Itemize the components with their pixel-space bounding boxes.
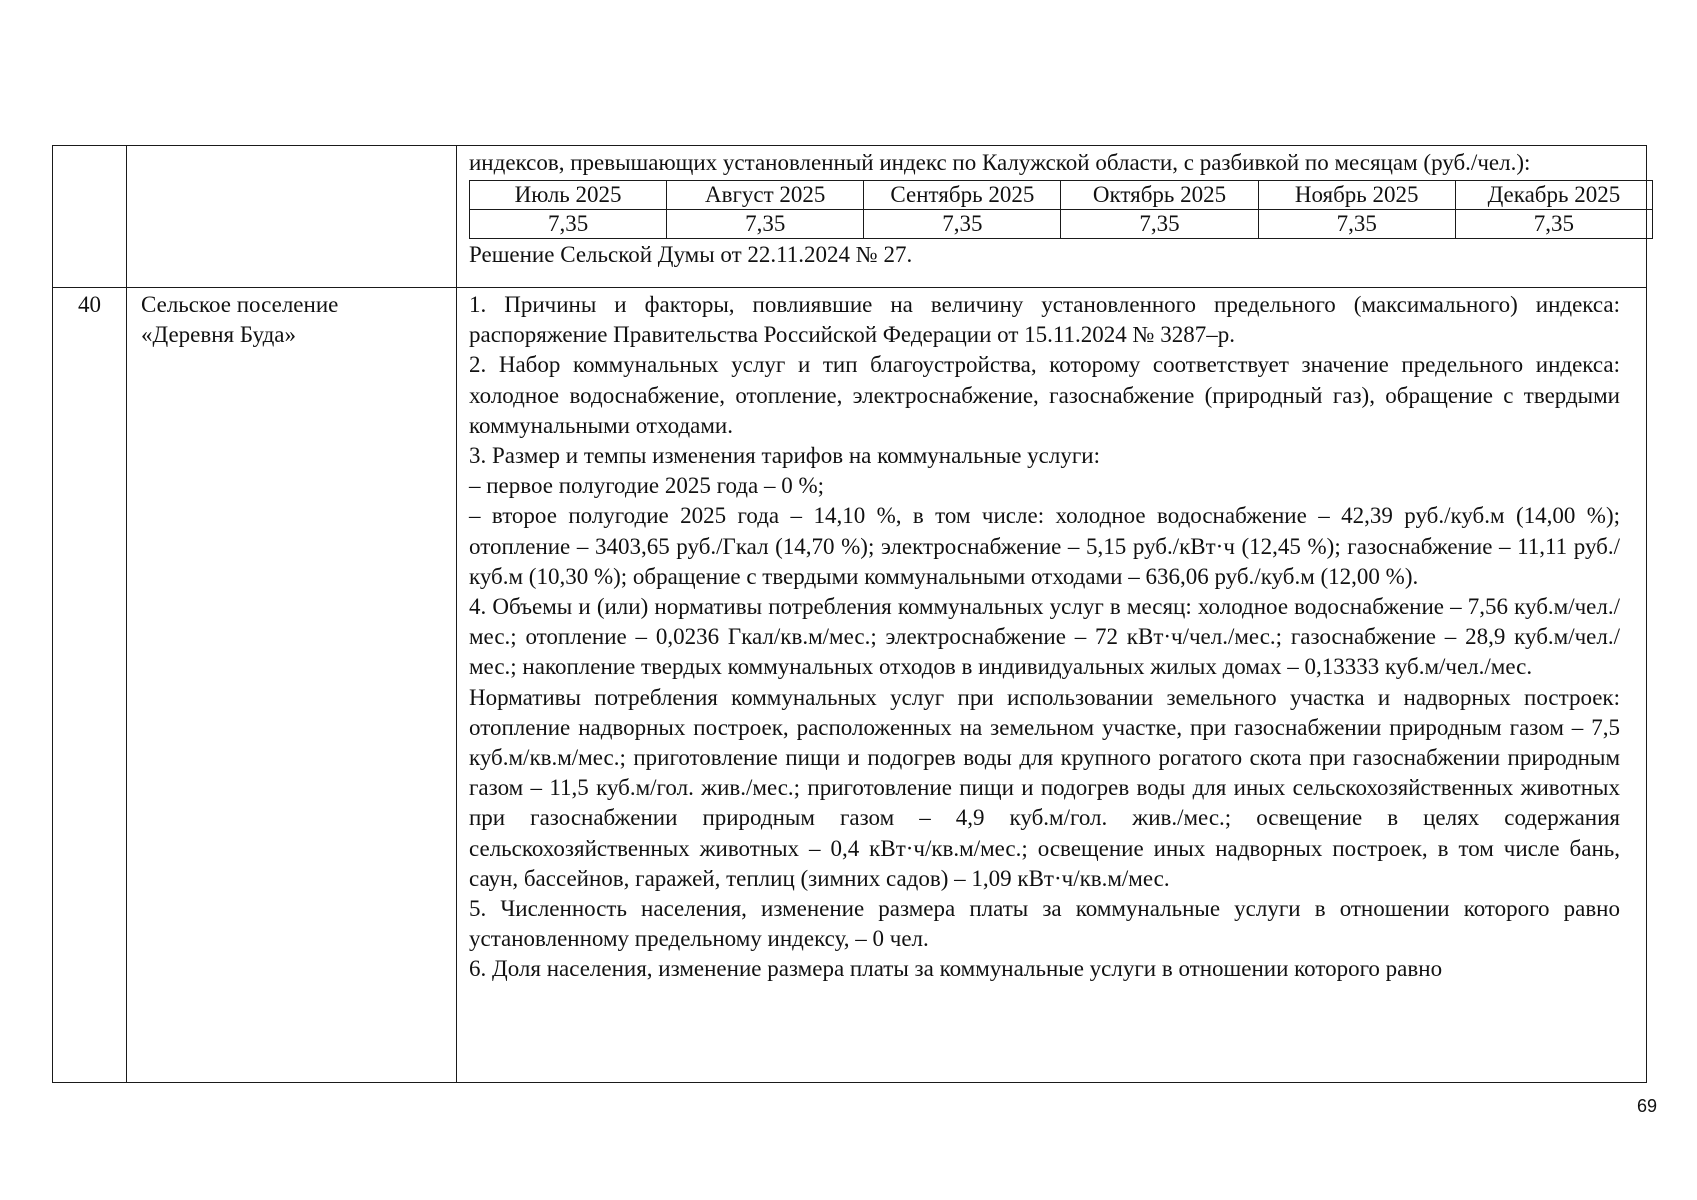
- paragraph-first-half: – первое полугодие 2025 года – 0 %;: [469, 473, 825, 499]
- municipality-cell: [127, 146, 457, 288]
- municipality-name: [127, 288, 457, 1083]
- table-row: [53, 288, 1647, 1083]
- decision-text: Решение Сельской Думы от 22.11.2024 № 27.: [469, 242, 913, 268]
- paragraph-population-share: 6. Доля населения, изменение размера платы за коммунальные услуги в отношении которого равно: [469, 956, 1443, 982]
- month-value: 7,35: [1258, 210, 1455, 239]
- month-header: Сентябрь 2025: [864, 181, 1061, 210]
- paragraph-consumption: 4. Объемы и (или) нормативы потребления коммунальных услуг в месяц: холодное водоснабжение – 7,56 куб.м/чел./мес.; отопление – 0,0236 Гкал/кв.м/мес.; электроснабжение – 72 кВт·ч/чел./мес.; газоснабжение – 28,9 куб.м/чел./мес.; накопление твердых коммунальных отходов в индивидуальных жилых домах – 0,13333 куб.м/чел./мес.: [469, 594, 1620, 680]
- month-value: 7,35: [864, 210, 1061, 239]
- description-cell: [457, 146, 1647, 288]
- month-value: 7,35: [667, 210, 864, 239]
- paragraph-second-half: – второе полугодие 2025 года – 14,10 %, в том числе: холодное водоснабжение – 42,39 руб./куб.м (14,00 %); отопление – 3403,65 руб./Гкал (14,70 %); электроснабжение – 5,15 руб./кВт·ч (12,45 %); газоснабжение – 11,11 руб./куб.м (10,30 %); обращение с твердыми коммунальными отходами – 636,06 руб./куб.м (12,00 %).: [469, 503, 1620, 589]
- months-values-row: [470, 210, 1653, 239]
- paragraph-services: 2. Набор коммунальных услуг и тип благоустройства, которому соответствует значение предельного индекса: холодное водоснабжение, отопление, электроснабжение, газоснабжение (природный газ), обращение с твердыми коммунальными отходами.: [469, 352, 1620, 438]
- page-number: 69: [1636, 1096, 1657, 1116]
- paragraph-land-norms: Нормативы потребления коммунальных услуг при использовании земельного участка и надворных построек: отопление надворных построек, расположенных на земельном участке, при газоснабжении природным газом – 7,5 куб.м/кв.м/мес.; приготовление пищи и подогрев воды для крупного рогатого скота при газоснабжении природным газом – 11,5 куб.м/гол. жив./мес.; приготовление пищи и подогрев воды для иных сельскохозяйственных животных при газоснабжении природным газом – 4,9 куб.м/гол. жив./мес.; освещение в целях содержания сельскохозяйственных животных – 0,4 кВт·ч/кв.м/мес.; освещение иных надворных построек, в том числе бань, саун, бассейнов, гаражей, теплиц (зимних садов) – 1,09 кВт·ч/кв.м/мес.: [469, 684, 1620, 891]
- row-number-cell: [53, 146, 127, 288]
- month-header: Октябрь 2025: [1061, 181, 1258, 210]
- paragraph-reasons: 1. Причины и факторы, повлиявшие на величину установленного предельного (максимального) индекса: распоряжение Правительства Российской Федерации от 15.11.2024 № 3287–р.: [469, 292, 1620, 348]
- months-header-row: [470, 181, 1653, 210]
- paragraph-population: 5. Численность населения, изменение размера платы за коммунальные услуги в отношении которого равно установленному предельному индексу, – 0 чел.: [469, 896, 1620, 952]
- municipality-name-line2: «Деревня Буда»: [141, 322, 296, 347]
- month-value: 7,35: [1455, 210, 1652, 239]
- table-row: [53, 146, 1647, 288]
- month-header: Ноябрь 2025: [1258, 181, 1455, 210]
- municipality-name-line1: Сельское поселение: [141, 292, 339, 317]
- description-cell: [457, 288, 1647, 1083]
- paragraph-tariffs-heading: 3. Размер и темпы изменения тарифов на коммунальные услуги:: [469, 443, 1100, 469]
- month-header: Июль 2025: [470, 181, 667, 210]
- months-intro-text: индексов, превышающих установленный индекс по Калужской области, с разбивкой по месяцам (руб./чел.):: [469, 150, 1531, 175]
- monthly-index-table: [469, 180, 1653, 239]
- month-header: Август 2025: [667, 181, 864, 210]
- municipal-index-table: [52, 145, 1647, 1083]
- month-header: Декабрь 2025: [1455, 181, 1652, 210]
- month-value: 7,35: [470, 210, 667, 239]
- month-value: 7,35: [1061, 210, 1258, 239]
- row-number: 40: [53, 288, 127, 1083]
